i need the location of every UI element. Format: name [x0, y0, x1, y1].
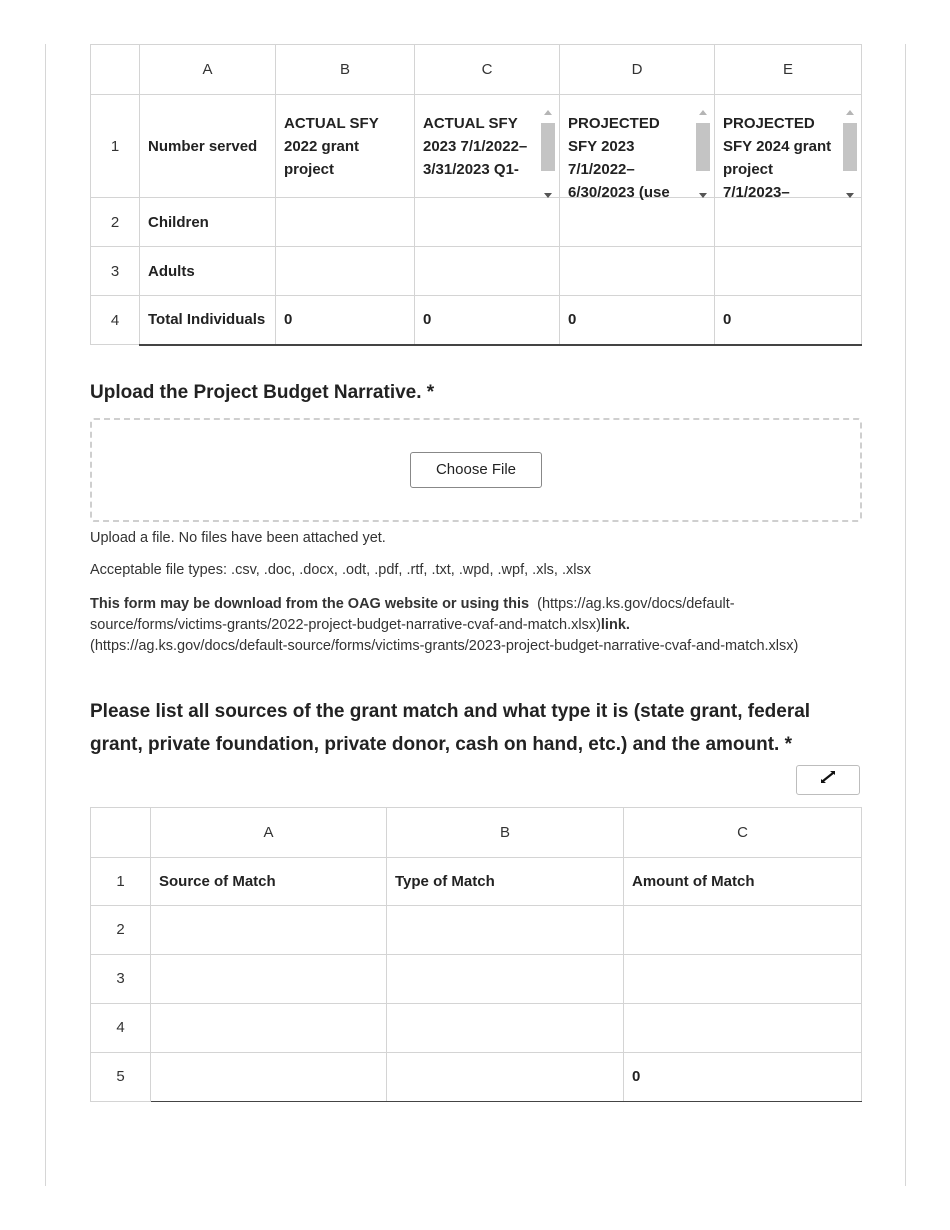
header-cell-c[interactable] [415, 95, 560, 198]
upload-status: Upload a file. No files have been attached yet. [90, 529, 386, 546]
number-served-table [90, 44, 862, 346]
header-amount-of-match[interactable]: Amount of Match [624, 857, 862, 905]
required-mark: * [426, 381, 435, 403]
col-header-b[interactable]: B [276, 45, 415, 95]
upload-section [90, 382, 862, 657]
scroll-down-icon[interactable] [699, 193, 707, 198]
table-row [91, 247, 862, 296]
note-url-2023[interactable]: (https://ag.ks.gov/docs/default-source/forms/victims-grants/2023-project-budget-narrative-cvaf-and-match.xlsx) [90, 637, 799, 654]
col-header-c[interactable]: C [624, 807, 862, 857]
cell-type[interactable] [387, 905, 624, 954]
cell-children-b[interactable] [276, 198, 415, 247]
cell-source[interactable] [151, 1052, 387, 1101]
cell-total-d[interactable]: 0 [560, 296, 715, 345]
table-row [91, 198, 862, 247]
table-row [91, 1052, 862, 1101]
cell-source[interactable] [151, 954, 387, 1003]
match-question [90, 695, 862, 761]
acceptable-file-types: Acceptable file types: .csv, .doc, .docx, .odt, .pdf, .rtf, .txt, .wpd, .wpf, .xls, .xlsx [90, 561, 591, 578]
column-header-row [91, 807, 862, 857]
cell-scrollbar[interactable] [541, 110, 555, 200]
row-number: 3 [91, 247, 140, 296]
col-header-a[interactable]: A [140, 45, 276, 95]
cell-type[interactable] [387, 1003, 624, 1052]
row-number: 5 [91, 1052, 151, 1101]
upload-title [90, 382, 862, 404]
cell-source[interactable] [151, 1003, 387, 1052]
note-bold-text: This form may be download from the OAG website or using this [90, 595, 530, 612]
header-text: PROJECTED SFY 2024 grant project 7/1/2023– [723, 114, 832, 201]
header-text: ACTUAL SFY 2023 7/1/2022– 3/31/2023 Q1- [423, 114, 528, 178]
scroll-down-icon[interactable] [846, 193, 854, 198]
scroll-thumb[interactable] [541, 123, 555, 171]
expand-icon [819, 770, 837, 789]
cell-children-e[interactable] [715, 198, 862, 247]
table-row [91, 905, 862, 954]
expand-button[interactable] [796, 765, 860, 795]
expand-toolbar [90, 761, 862, 807]
match-section [90, 695, 862, 1102]
row-number: 3 [91, 954, 151, 1003]
table-row [91, 95, 862, 198]
cell-amount[interactable] [624, 1003, 862, 1052]
cell-amount[interactable] [624, 954, 862, 1003]
cell-adults-e[interactable] [715, 247, 862, 296]
match-table [90, 807, 862, 1102]
upload-title-text: Upload the Project Budget Narrative. [90, 381, 422, 403]
right-border-line [905, 44, 906, 1186]
cell-total-e[interactable]: 0 [715, 296, 862, 345]
table-row [91, 296, 862, 345]
scroll-up-icon[interactable] [846, 110, 854, 115]
row-number: 2 [91, 198, 140, 247]
scroll-up-icon[interactable] [544, 110, 552, 115]
row-number: 1 [91, 857, 151, 905]
cell-scrollbar[interactable] [696, 110, 710, 200]
col-header-c[interactable]: C [415, 45, 560, 95]
col-header-a[interactable]: A [151, 807, 387, 857]
scroll-up-icon[interactable] [699, 110, 707, 115]
download-note [90, 594, 862, 657]
cell-adults-d[interactable] [560, 247, 715, 296]
corner-cell [91, 45, 140, 95]
match-question-text: Please list all sources of the grant match and what type it is (state grant, federal grant, private foundation, private donor, cash on hand, etc.) and the amount. [90, 700, 811, 755]
left-border-line [45, 44, 46, 1186]
cell-amount-total[interactable]: 0 [624, 1052, 862, 1101]
col-header-d[interactable]: D [560, 45, 715, 95]
table-row [91, 857, 862, 905]
row-label-adults[interactable]: Adults [140, 247, 276, 296]
corner-cell [91, 807, 151, 857]
table-row [91, 1003, 862, 1052]
note-link[interactable]: link. [600, 616, 630, 633]
cell-amount[interactable] [624, 905, 862, 954]
cell-children-d[interactable] [560, 198, 715, 247]
cell-adults-b[interactable] [276, 247, 415, 296]
row-label-children[interactable]: Children [140, 198, 276, 247]
header-type-of-match[interactable]: Type of Match [387, 857, 624, 905]
header-text: ACTUAL SFY 2022 grant project [284, 114, 379, 178]
col-header-b[interactable]: B [387, 807, 624, 857]
row-number: 2 [91, 905, 151, 954]
cell-type[interactable] [387, 1052, 624, 1101]
cell-children-c[interactable] [415, 198, 560, 247]
header-cell-e[interactable] [715, 95, 862, 201]
note-url-2022[interactable]: (https://ag.ks.gov/docs/default-source/forms/victims-grants/2022-project-budget-narrative-cvaf-and-match.xlsx) [90, 595, 735, 633]
row-label-number-served[interactable]: Number served [140, 95, 276, 198]
form-content [90, 44, 862, 1102]
header-source-of-match[interactable]: Source of Match [151, 857, 387, 905]
header-cell-d[interactable] [560, 95, 715, 201]
row-label-total-individuals[interactable]: Total Individuals [140, 296, 276, 345]
required-mark: * [784, 733, 793, 755]
header-text: PROJECTED SFY 2023 7/1/2022– 6/30/2023 (use [568, 114, 670, 201]
cell-type[interactable] [387, 954, 624, 1003]
cell-total-c[interactable]: 0 [415, 296, 560, 345]
table-row [91, 954, 862, 1003]
cell-scrollbar[interactable] [843, 110, 857, 200]
cell-source[interactable] [151, 905, 387, 954]
row-number: 1 [91, 95, 140, 198]
scroll-down-icon[interactable] [544, 193, 552, 198]
column-header-row [91, 45, 862, 95]
file-dropzone[interactable] [90, 418, 862, 522]
choose-file-button[interactable]: Choose File [410, 452, 542, 488]
scroll-thumb[interactable] [696, 123, 710, 171]
col-header-e[interactable]: E [715, 45, 862, 95]
header-cell-b[interactable] [276, 95, 415, 198]
row-number: 4 [91, 1003, 151, 1052]
row-number: 4 [91, 296, 140, 345]
scroll-thumb[interactable] [843, 123, 857, 171]
cell-total-b[interactable]: 0 [276, 296, 415, 345]
cell-adults-c[interactable] [415, 247, 560, 296]
